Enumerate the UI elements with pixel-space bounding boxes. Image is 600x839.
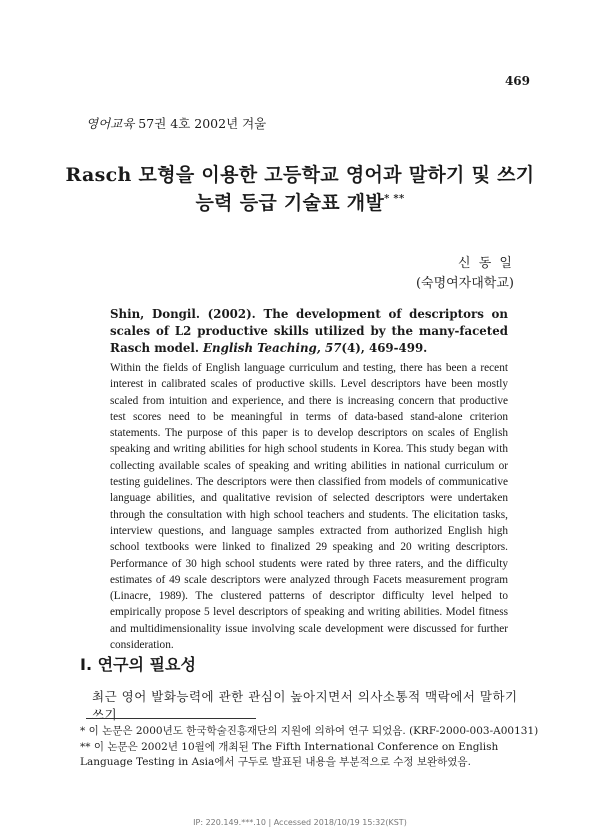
footnote-markers: * ** — [384, 193, 405, 205]
footnote-mark: * — [80, 725, 86, 737]
author-affiliation: (숙명여자대학교) — [415, 276, 514, 291]
footnote-mark: ** — [80, 741, 91, 753]
footnote-divider — [86, 718, 256, 719]
footnote-1 — [80, 724, 540, 739]
abstract: Within the fields of English language curriculum and testing, there has been a recent interest in calibrated scales of productive skills. Level descriptors have been mostly scaled from intuition and experience, and there is increasing concern that productive test scores need to be meaningful in terms of data-based stand-alone criterion statements. The purpose of this paper is to develop descriptors on scales of English speaking and writing abilities for high school students in Korea. This study began with collecting available scales of speaking and writing abilities in national curriculum or testing guidelines. The descriptors were then classified from models of communicative language abilities, and qualitative revision of selected descriptors were undertaken through the consultation with high school teachers and students. The elicitation tasks, interview questions, and language samples extracted from authorized English high school textbooks were linked to finalized 29 speaking and 20 writing descriptors. Performance of 30 high school students were rated by three raters, and the difficulty estimates of 49 scale descriptors were analyzed through Facets measurement program (Linacre, 1989). The clustered patterns of descriptor difficulty level helped to empirically propose 5 level descriptors of speaking and writing abilities. Model fitness and multidimensionality issue involving scale development were discussed for further consideration. — [110, 362, 508, 652]
body-text: 최근 영어 발화능력에 관한 관심이 높아지면서 의사소통적 맥락에서 말하기 쓰기 — [92, 689, 518, 722]
access-info: IP: 220.149.***.10 | Accessed 2018/10/19 15:32(KST) — [193, 818, 407, 827]
citation-tail: (4), 469-499. — [341, 341, 428, 355]
citation — [110, 306, 508, 357]
journal-issue: 57권 4호 2002년 겨울 — [138, 116, 267, 131]
section-heading: I. 연구의 필요성 — [80, 655, 196, 674]
page-number: 469 — [504, 74, 530, 88]
journal-name: 영어교육 — [86, 116, 135, 131]
footnote-2 — [80, 740, 540, 770]
paper-title-line-1: Rasch 모형을 이용한 고등학교 영어과 말하기 및 쓰기 — [65, 164, 535, 186]
citation-text: Shin, Dongil. (2002). The development of descriptors on scales of L2 productive skills utilized by the many-faceted Rasch model. — [110, 307, 508, 355]
footnote-text: 이 논문은 2002년 10월에 개최된 The Fifth International Conference on English Language Testing in Asia에서 구두로 발표된 내용을 부분적으로 수정 보완하였음. — [80, 741, 499, 768]
journal-info — [86, 114, 266, 132]
paper-title-text: 능력 등급 기술표 개발 — [195, 192, 385, 214]
paper-title-line-2 — [0, 188, 600, 215]
citation-journal: English Teaching, 57 — [203, 341, 342, 355]
footnote-text: 이 논문은 2000년도 한국학술진흥재단의 지원에 의하여 연구 되었음. (KRF-2000-003-A00131) — [88, 725, 539, 737]
author-name: 신 동 일 — [458, 256, 514, 271]
